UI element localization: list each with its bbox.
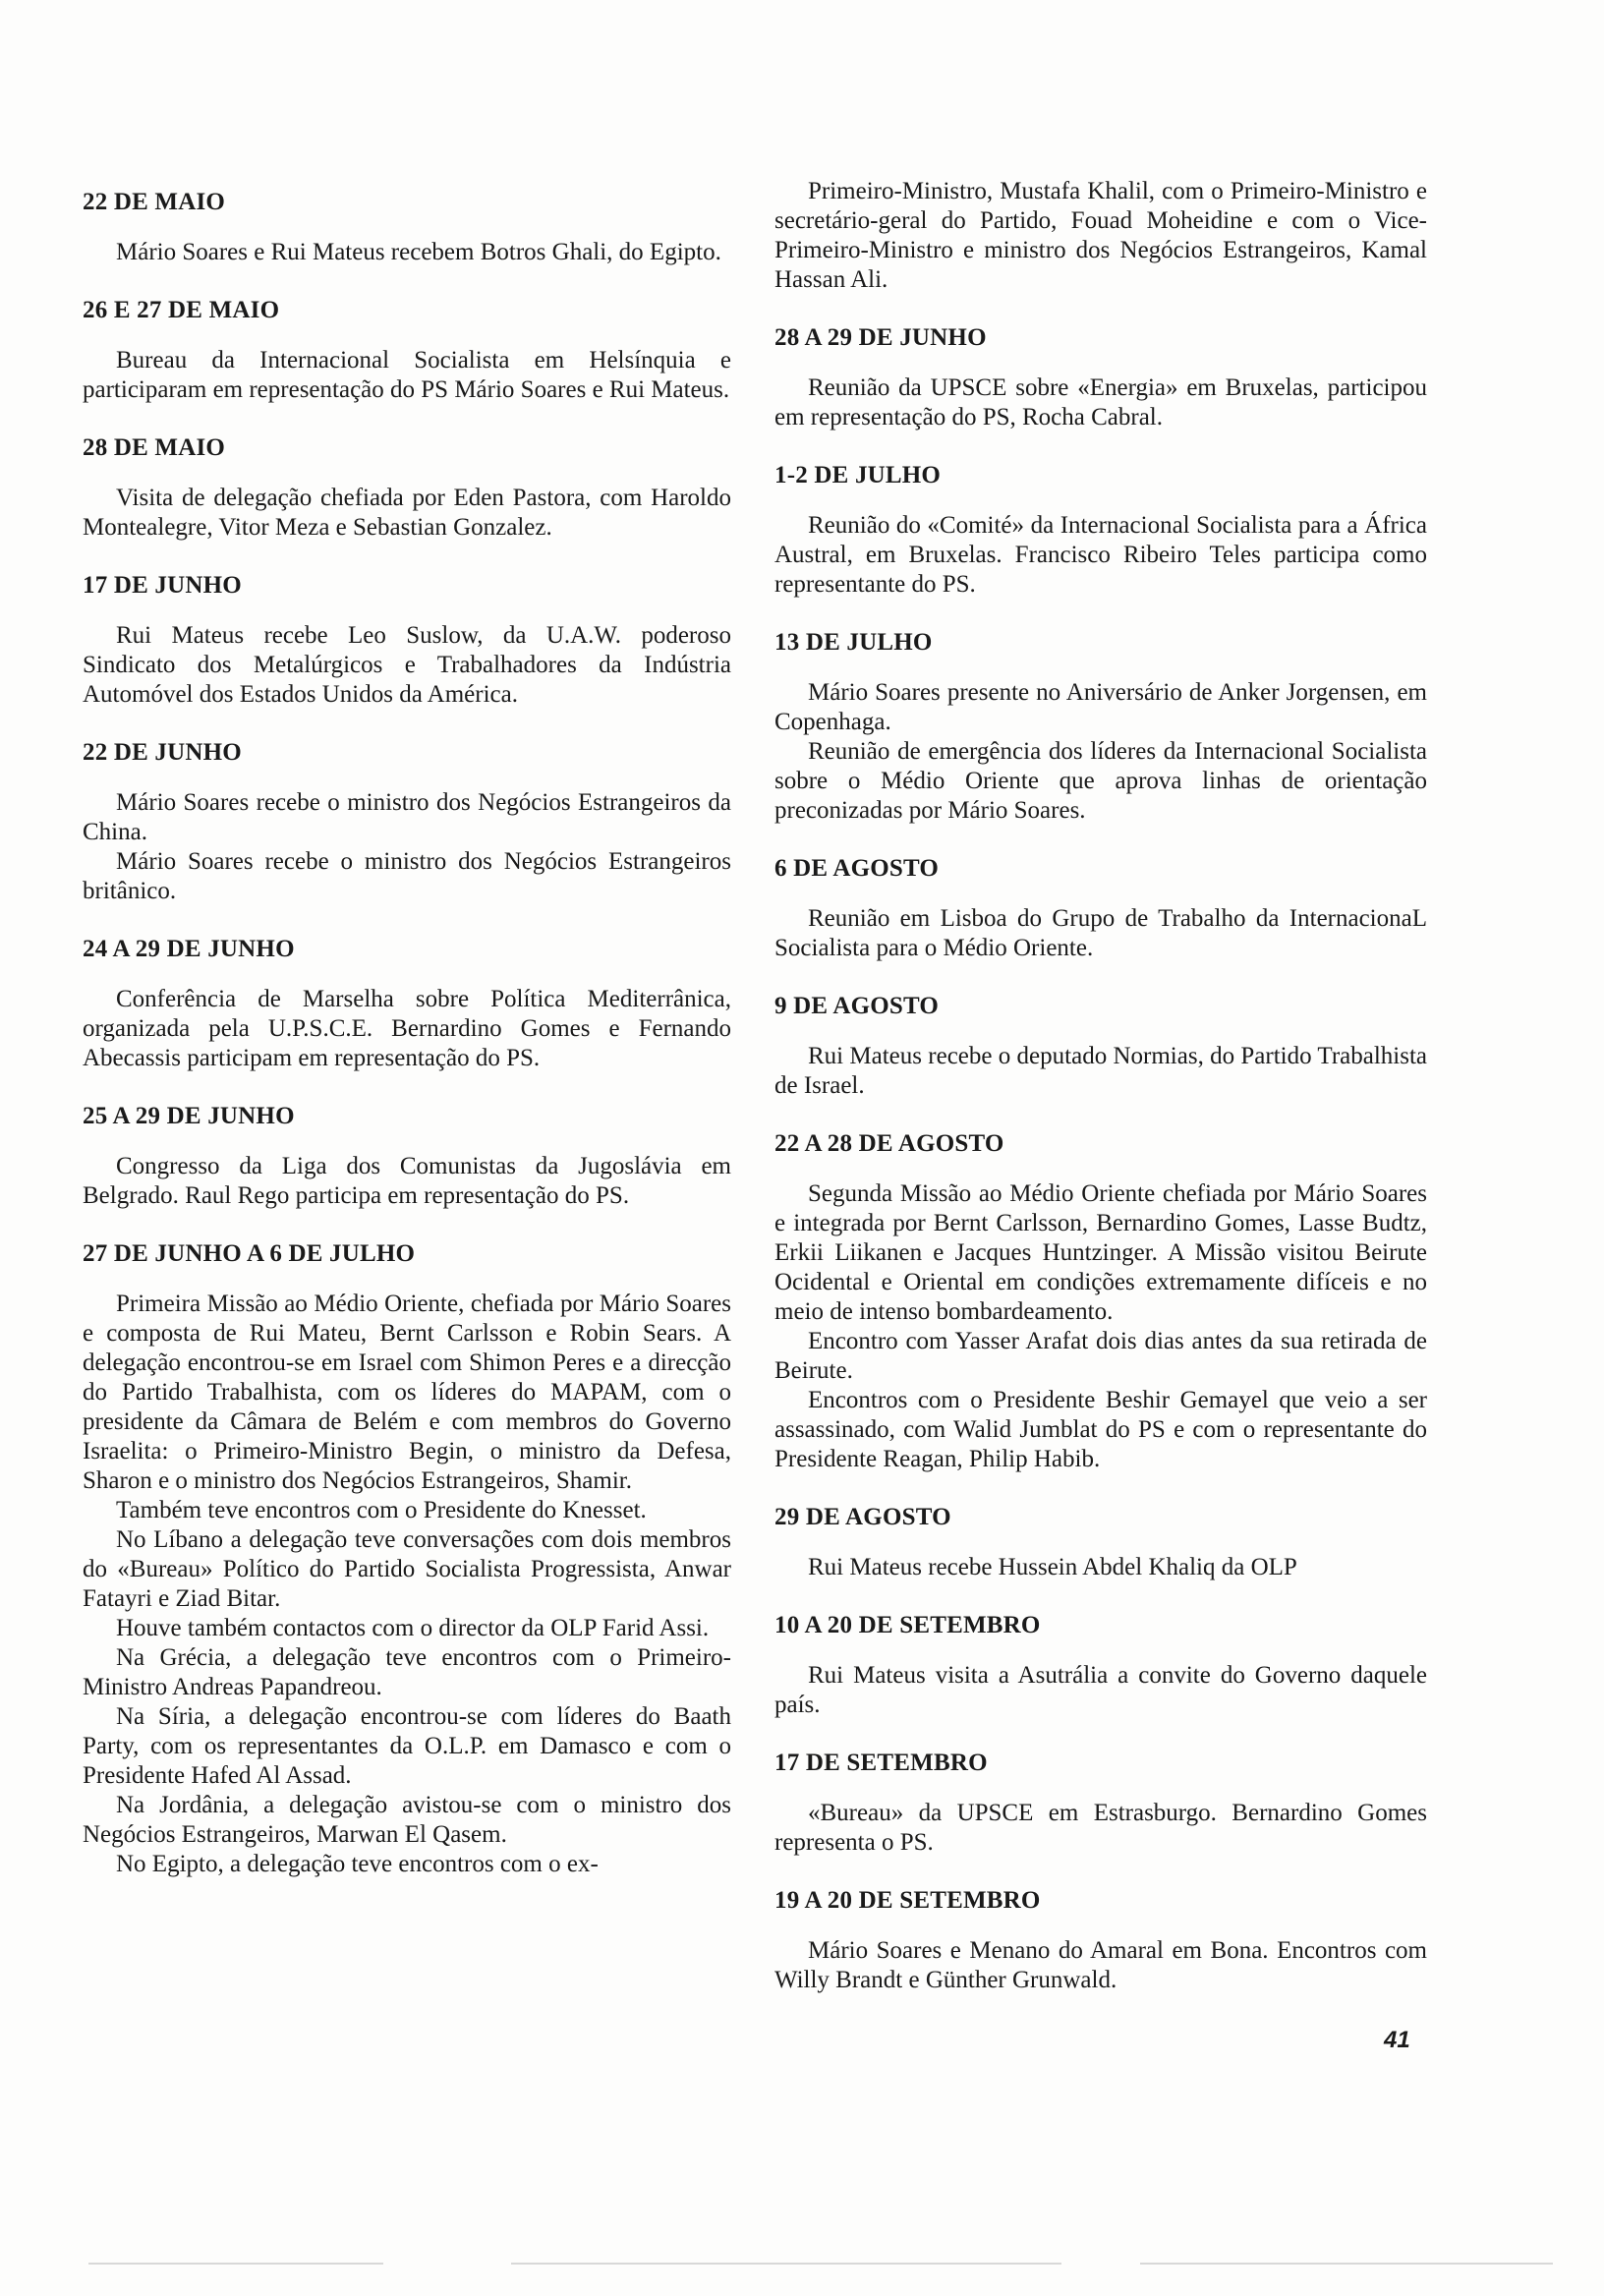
- chronology-entry: [774, 1885, 1427, 1995]
- chronology-entry: [774, 1610, 1427, 1720]
- entry-paragraph: Mário Soares recebe o ministro dos Negócios Estrangeiros da China.: [83, 789, 731, 845]
- entry-paragraph: Primeiro-Ministro, Mustafa Khalil, com o Primeiro-Ministro e secretário-geral do Partido, Fouad Moheidine e com o Vice-Primeiro-Ministro e ministro dos Negócios Estrangeiros, Kamal Hassan Ali.: [774, 178, 1427, 293]
- chronology-entry: [774, 322, 1427, 432]
- chronology-entry: [83, 432, 731, 543]
- entry-date: 22 DE MAIO: [83, 189, 226, 215]
- entry-date: 6 DE AGOSTO: [774, 855, 940, 882]
- chronology-entry: [774, 177, 1427, 295]
- entry-date: 9 DE AGOSTO: [774, 993, 940, 1019]
- chronology-entry: [774, 627, 1427, 826]
- entry-date: 17 DE SETEMBRO: [774, 1750, 988, 1776]
- scan-artifact-line: [88, 2263, 383, 2265]
- entry-paragraph: Rui Mateus visita a Asutrália a convite do Governo daquele país.: [774, 1662, 1427, 1718]
- entry-paragraph: Mário Soares e Rui Mateus recebem Botros Ghali, do Egipto.: [116, 239, 721, 265]
- chronology-entry: [83, 737, 731, 906]
- entry-paragraph: Na Síria, a delegação encontrou-se com líderes do Baath Party, com os representantes da O.L.P. em Damasco e com o Presidente Hafed Al Assad.: [83, 1703, 731, 1789]
- entry-date: 22 DE JUNHO: [83, 739, 242, 766]
- entry-paragraph: Reunião em Lisboa do Grupo de Trabalho da InternacionaL Socialista para o Médio Oriente.: [774, 905, 1427, 961]
- chronology-entry: [774, 991, 1427, 1101]
- entry-date: 13 DE JULHO: [774, 629, 933, 656]
- entry-paragraph: Reunião do «Comité» da Internacional Socialista para a África Austral, em Bruxelas. Francisco Ribeiro Teles participa como representante do PS.: [774, 512, 1427, 598]
- entry-date: 17 DE JUNHO: [83, 572, 242, 599]
- entry-date: 28 A 29 DE JUNHO: [774, 324, 987, 351]
- entry-date: 1-2 DE JULHO: [774, 462, 942, 488]
- entry-paragraph: Rui Mateus recebe Leo Suslow, da U.A.W. poderoso Sindicato dos Metalúrgicos e Trabalhadores da Indústria Automóvel dos Estados Unidos da América.: [83, 622, 731, 708]
- entry-date: 25 A 29 DE JUNHO: [83, 1103, 295, 1129]
- entry-paragraph: Reunião da UPSCE sobre «Energia» em Bruxelas, participou em representação do PS, Rocha Cabral.: [774, 374, 1427, 430]
- entry-paragraph: Mário Soares e Menano do Amaral em Bona. Encontros com Willy Brandt e Günther Grunwald.: [774, 1937, 1427, 1993]
- entry-date: 28 DE MAIO: [83, 434, 226, 461]
- entry-paragraph: Bureau da Internacional Socialista em Helsínquia e participaram em representação do PS Mário Soares e Rui Mateus.: [83, 347, 731, 403]
- scan-artifact-line: [511, 2263, 1061, 2265]
- entry-paragraph: Na Jordânia, a delegação avistou-se com o ministro dos Negócios Estrangeiros, Marwan El Qasem.: [83, 1792, 731, 1848]
- chronology-entry: [774, 1502, 1427, 1582]
- entry-paragraph: No Egipto, a delegação teve encontros com o ex-: [116, 1851, 599, 1877]
- chronology-entry: [774, 1748, 1427, 1858]
- chronology-entry: [774, 460, 1427, 600]
- chronology-entry: [83, 187, 731, 267]
- entry-date: 24 A 29 DE JUNHO: [83, 936, 295, 962]
- scan-artifact-line: [1140, 2263, 1553, 2265]
- chronology-entry: [774, 853, 1427, 963]
- entry-paragraph: Visita de delegação chefiada por Eden Pastora, com Haroldo Montealegre, Vitor Meza e Sebastian Gonzalez.: [83, 485, 731, 541]
- entry-paragraph: Segunda Missão ao Médio Oriente chefiada por Mário Soares e integrada por Bernt Carlsson, Bernardino Gomes, Lasse Budtz, Erkii Liikanen e Jacques Huntzinger. A Missão visitou Beirute Ocidental e Oriental em condições extremamente difíceis e no meio de intenso bombardeamento.: [774, 1180, 1427, 1325]
- chronology-entry: [83, 570, 731, 710]
- entry-paragraph: Também teve encontros com o Presidente do Knesset.: [116, 1497, 647, 1523]
- entry-date: 22 A 28 DE AGOSTO: [774, 1130, 1004, 1157]
- entry-date: 29 DE AGOSTO: [774, 1504, 951, 1530]
- entry-paragraph: Congresso da Liga dos Comunistas da Jugoslávia em Belgrado. Raul Rego participa em representação do PS.: [83, 1153, 731, 1209]
- entry-paragraph: No Líbano a delegação teve conversações com dois membros do «Bureau» Político do Partido Socialista Progressista, Anwar Fatayri e Ziad Bitar.: [83, 1526, 731, 1612]
- entry-paragraph: Conferência de Marselha sobre Política Mediterrânica, organizada pela U.P.S.C.E. Bernardino Gomes e Fernando Abecassis participam em representação do PS.: [83, 986, 731, 1071]
- entry-paragraph: Encontros com o Presidente Beshir Gemayel que veio a ser assassinado, com Walid Jumblat do PS e com o representante do Presidente Reagan, Philip Habib.: [774, 1387, 1427, 1472]
- chronology-entry: [83, 934, 731, 1073]
- entry-date: 10 A 20 DE SETEMBRO: [774, 1612, 1041, 1638]
- chronology-entry: [83, 295, 731, 405]
- chronology-entry: [83, 1238, 731, 1879]
- chronology-entry: [774, 1128, 1427, 1474]
- entry-paragraph: Reunião de emergência dos líderes da Internacional Socialista sobre o Médio Oriente que aprova linhas de orientação preconizadas por Mário Soares.: [774, 738, 1427, 824]
- entry-paragraph: «Bureau» da UPSCE em Estrasburgo. Bernardino Gomes representa o PS.: [774, 1800, 1427, 1856]
- chronology-entry: [83, 1101, 731, 1211]
- right-column: [774, 177, 1427, 2023]
- entry-paragraph: Encontro com Yasser Arafat dois dias antes da sua retirada de Beirute.: [774, 1328, 1427, 1384]
- left-column: [83, 187, 731, 1907]
- page-number: 41: [1384, 2027, 1410, 2053]
- entry-paragraph: Primeira Missão ao Médio Oriente, chefiada por Mário Soares e composta de Rui Mateu, Bernt Carlsson e Robin Sears. A delegação encontrou-se em Israel com Shimon Peres e a direcção do Partido Trabalhista, com os líderes do MAPAM, com o presidente da Câmara de Belém e com membros do Governo Israelita: o Primeiro-Ministro Begin, o ministro da Defesa, Sharon e o ministro dos Negócios Estrangeiros, Shamir.: [83, 1291, 731, 1494]
- entry-paragraph: Rui Mateus recebe o deputado Normias, do Partido Trabalhista de Israel.: [774, 1043, 1427, 1099]
- entry-date: 27 DE JUNHO A 6 DE JULHO: [83, 1240, 416, 1267]
- entry-paragraph: Na Grécia, a delegação teve encontros com o Primeiro-Ministro Andreas Papandreou.: [83, 1644, 731, 1700]
- entry-paragraph: Rui Mateus recebe Hussein Abdel Khaliq da OLP: [808, 1554, 1297, 1580]
- entry-paragraph: Mário Soares presente no Aniversário de Anker Jorgensen, em Copenhaga.: [774, 679, 1427, 735]
- entry-paragraph: Houve também contactos com o director da OLP Farid Assi.: [116, 1615, 710, 1641]
- entry-paragraph: Mário Soares recebe o ministro dos Negócios Estrangeiros britânico.: [83, 848, 731, 904]
- entry-date: 26 E 27 DE MAIO: [83, 297, 280, 323]
- entry-date: 19 A 20 DE SETEMBRO: [774, 1887, 1041, 1914]
